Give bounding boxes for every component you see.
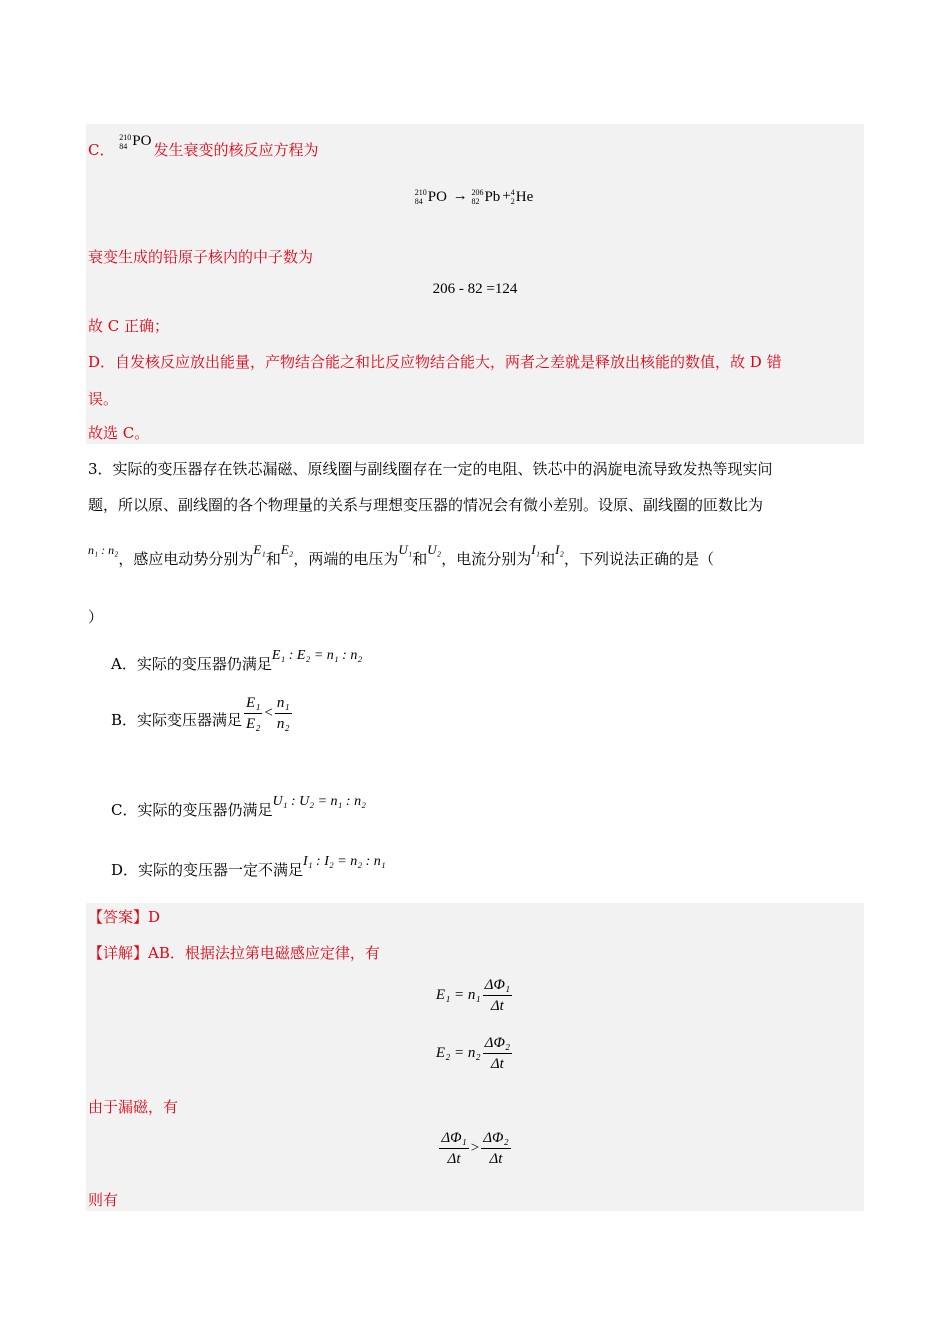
neutrons-text: 衰变生成的铅原子核内的中子数为	[88, 248, 314, 266]
fraction-n-denominator: n₂	[276, 716, 290, 733]
option-c-explanation	[88, 132, 319, 161]
e2-symbol: E₂	[280, 542, 294, 557]
equation-e1	[86, 975, 864, 1016]
product2-mass: 4	[510, 188, 515, 198]
question3-line1: 3．实际的变压器存在铁芯漏磁、原线圈与副线圈存在一定的电阻、铁芯中的涡旋电流导致发热等现实问	[88, 460, 773, 478]
option-b-text: B．实际变压器满足	[111, 711, 243, 729]
option-a[interactable]	[111, 648, 363, 676]
text-current: ，电流分别为	[441, 550, 532, 568]
reaction-equation	[86, 186, 864, 207]
fraction-e-numerator: E₁	[244, 693, 262, 714]
u1-symbol: U₁	[398, 542, 413, 557]
option-a-text: A．实际的变压器仍满足	[111, 655, 272, 673]
nuclide-mass: 210	[119, 132, 132, 142]
turns-ratio: n₁ : n₂	[88, 543, 119, 557]
option-d[interactable]	[111, 854, 386, 882]
question3-line2: 题，所以原、副线圈的各个物理量的关系与理想变压器的情况会有微小差别。设原、副线圈的匝数比为	[88, 496, 764, 514]
less-than-sign: <	[264, 705, 273, 721]
polonium-nuclide	[119, 131, 151, 151]
reactant-symbol: PO	[427, 188, 447, 205]
option-c[interactable]	[111, 794, 366, 822]
flux1-denominator: Δt	[447, 1151, 461, 1168]
reaction-arrow: →	[452, 188, 468, 204]
detail-text: AB．根据法拉第电磁感应定律，有	[148, 944, 380, 962]
text-question: ，下列说法正确的是（	[563, 550, 714, 568]
option-d-line1: D．自发核反应放出能量，产物结合能之和比反应物结合能大，两者之差就是释放出核能的数值，故 D 错	[88, 353, 782, 371]
flux1-numerator: ΔΦ₁	[439, 1128, 468, 1149]
answer-line	[88, 907, 160, 927]
option-a-formula: E₁ : E₂ = n₁ : n₂	[271, 648, 363, 663]
flux2-numerator: ΔΦ₂	[481, 1128, 510, 1149]
nuclide-atomic: 84	[119, 141, 128, 151]
fraction-n-numerator: n₁	[275, 693, 292, 714]
equation-e2	[86, 1033, 864, 1074]
text-and-2: 和	[412, 550, 428, 568]
equation-e2-lhs: E₂ = n₂	[435, 1045, 481, 1061]
option-d-text: D．实际的变压器一定不满足	[111, 861, 304, 879]
plus-sign: +	[502, 188, 511, 204]
product1-symbol: Pb	[484, 188, 501, 205]
option-c-formula: U₁ : U₂ = n₁ : n₂	[272, 794, 366, 809]
option-c-text: C．实际的变压器仍满足	[111, 801, 273, 819]
fraction-e-denominator: E₂	[246, 716, 261, 733]
answer-label: 【答案】	[88, 908, 149, 926]
u2-symbol: U₂	[427, 542, 442, 557]
product1-atomic: 82	[471, 197, 480, 207]
neutrons-equation: 206 - 82 =124	[432, 281, 518, 297]
detail-label: 【详解】	[88, 944, 149, 962]
i2-symbol: I₂	[555, 542, 564, 557]
product2-atomic: 2	[510, 197, 515, 207]
flux2-fraction	[481, 1128, 510, 1169]
greater-than-sign: >	[470, 1140, 480, 1156]
equation-e1-lhs: E₁ = n₁	[435, 987, 481, 1003]
flux2-denominator: Δt	[489, 1151, 503, 1168]
equation-e1-numerator: ΔΦ₁	[483, 975, 512, 996]
e1-symbol: E₁	[253, 542, 266, 557]
question3-line4: ）	[88, 608, 104, 626]
option-d-formula: I₁ : I₂ = n₂ : n₁	[303, 854, 386, 869]
text-voltage: ，两端的电压为	[293, 550, 399, 568]
text-and-3: 和	[540, 550, 556, 568]
conclusion-text: 故选 C。	[88, 424, 150, 442]
equation-e1-fraction	[483, 975, 512, 1016]
option-d-line2: 误。	[88, 390, 119, 408]
leak-text: 由于漏磁，有	[88, 1098, 179, 1116]
reactant-atomic: 84	[414, 197, 423, 207]
equation-e2-numerator: ΔΦ₂	[483, 1033, 512, 1054]
product1-mass: 206	[471, 188, 484, 198]
c-correct-text: 故 C 正确；	[88, 317, 170, 335]
question3-line3	[88, 542, 714, 570]
flux-inequality	[86, 1128, 864, 1169]
fraction-n	[275, 693, 292, 734]
option-b[interactable]	[111, 695, 294, 742]
flux1-fraction	[439, 1128, 468, 1169]
option-b-formula	[242, 693, 294, 734]
answer-value: D	[148, 908, 161, 926]
then-text: 则有	[88, 1191, 119, 1209]
option-c-prefix: C．	[88, 141, 115, 159]
equation-e2-denominator: Δt	[490, 1056, 504, 1073]
i1-symbol: I₁	[531, 542, 541, 557]
reactant-mass: 210	[414, 188, 427, 198]
detail-line	[88, 943, 380, 963]
equation-e2-fraction	[483, 1033, 512, 1074]
nuclide-symbol: PO	[132, 133, 152, 149]
text-and-1: 和	[265, 550, 281, 568]
product2-symbol: He	[515, 188, 534, 205]
equation-e1-denominator: Δt	[490, 998, 504, 1015]
fraction-e	[244, 693, 262, 734]
option-c-text: 发生衰变的核反应方程为	[153, 141, 319, 159]
text-emf: ，感应电动势分别为	[118, 550, 254, 568]
